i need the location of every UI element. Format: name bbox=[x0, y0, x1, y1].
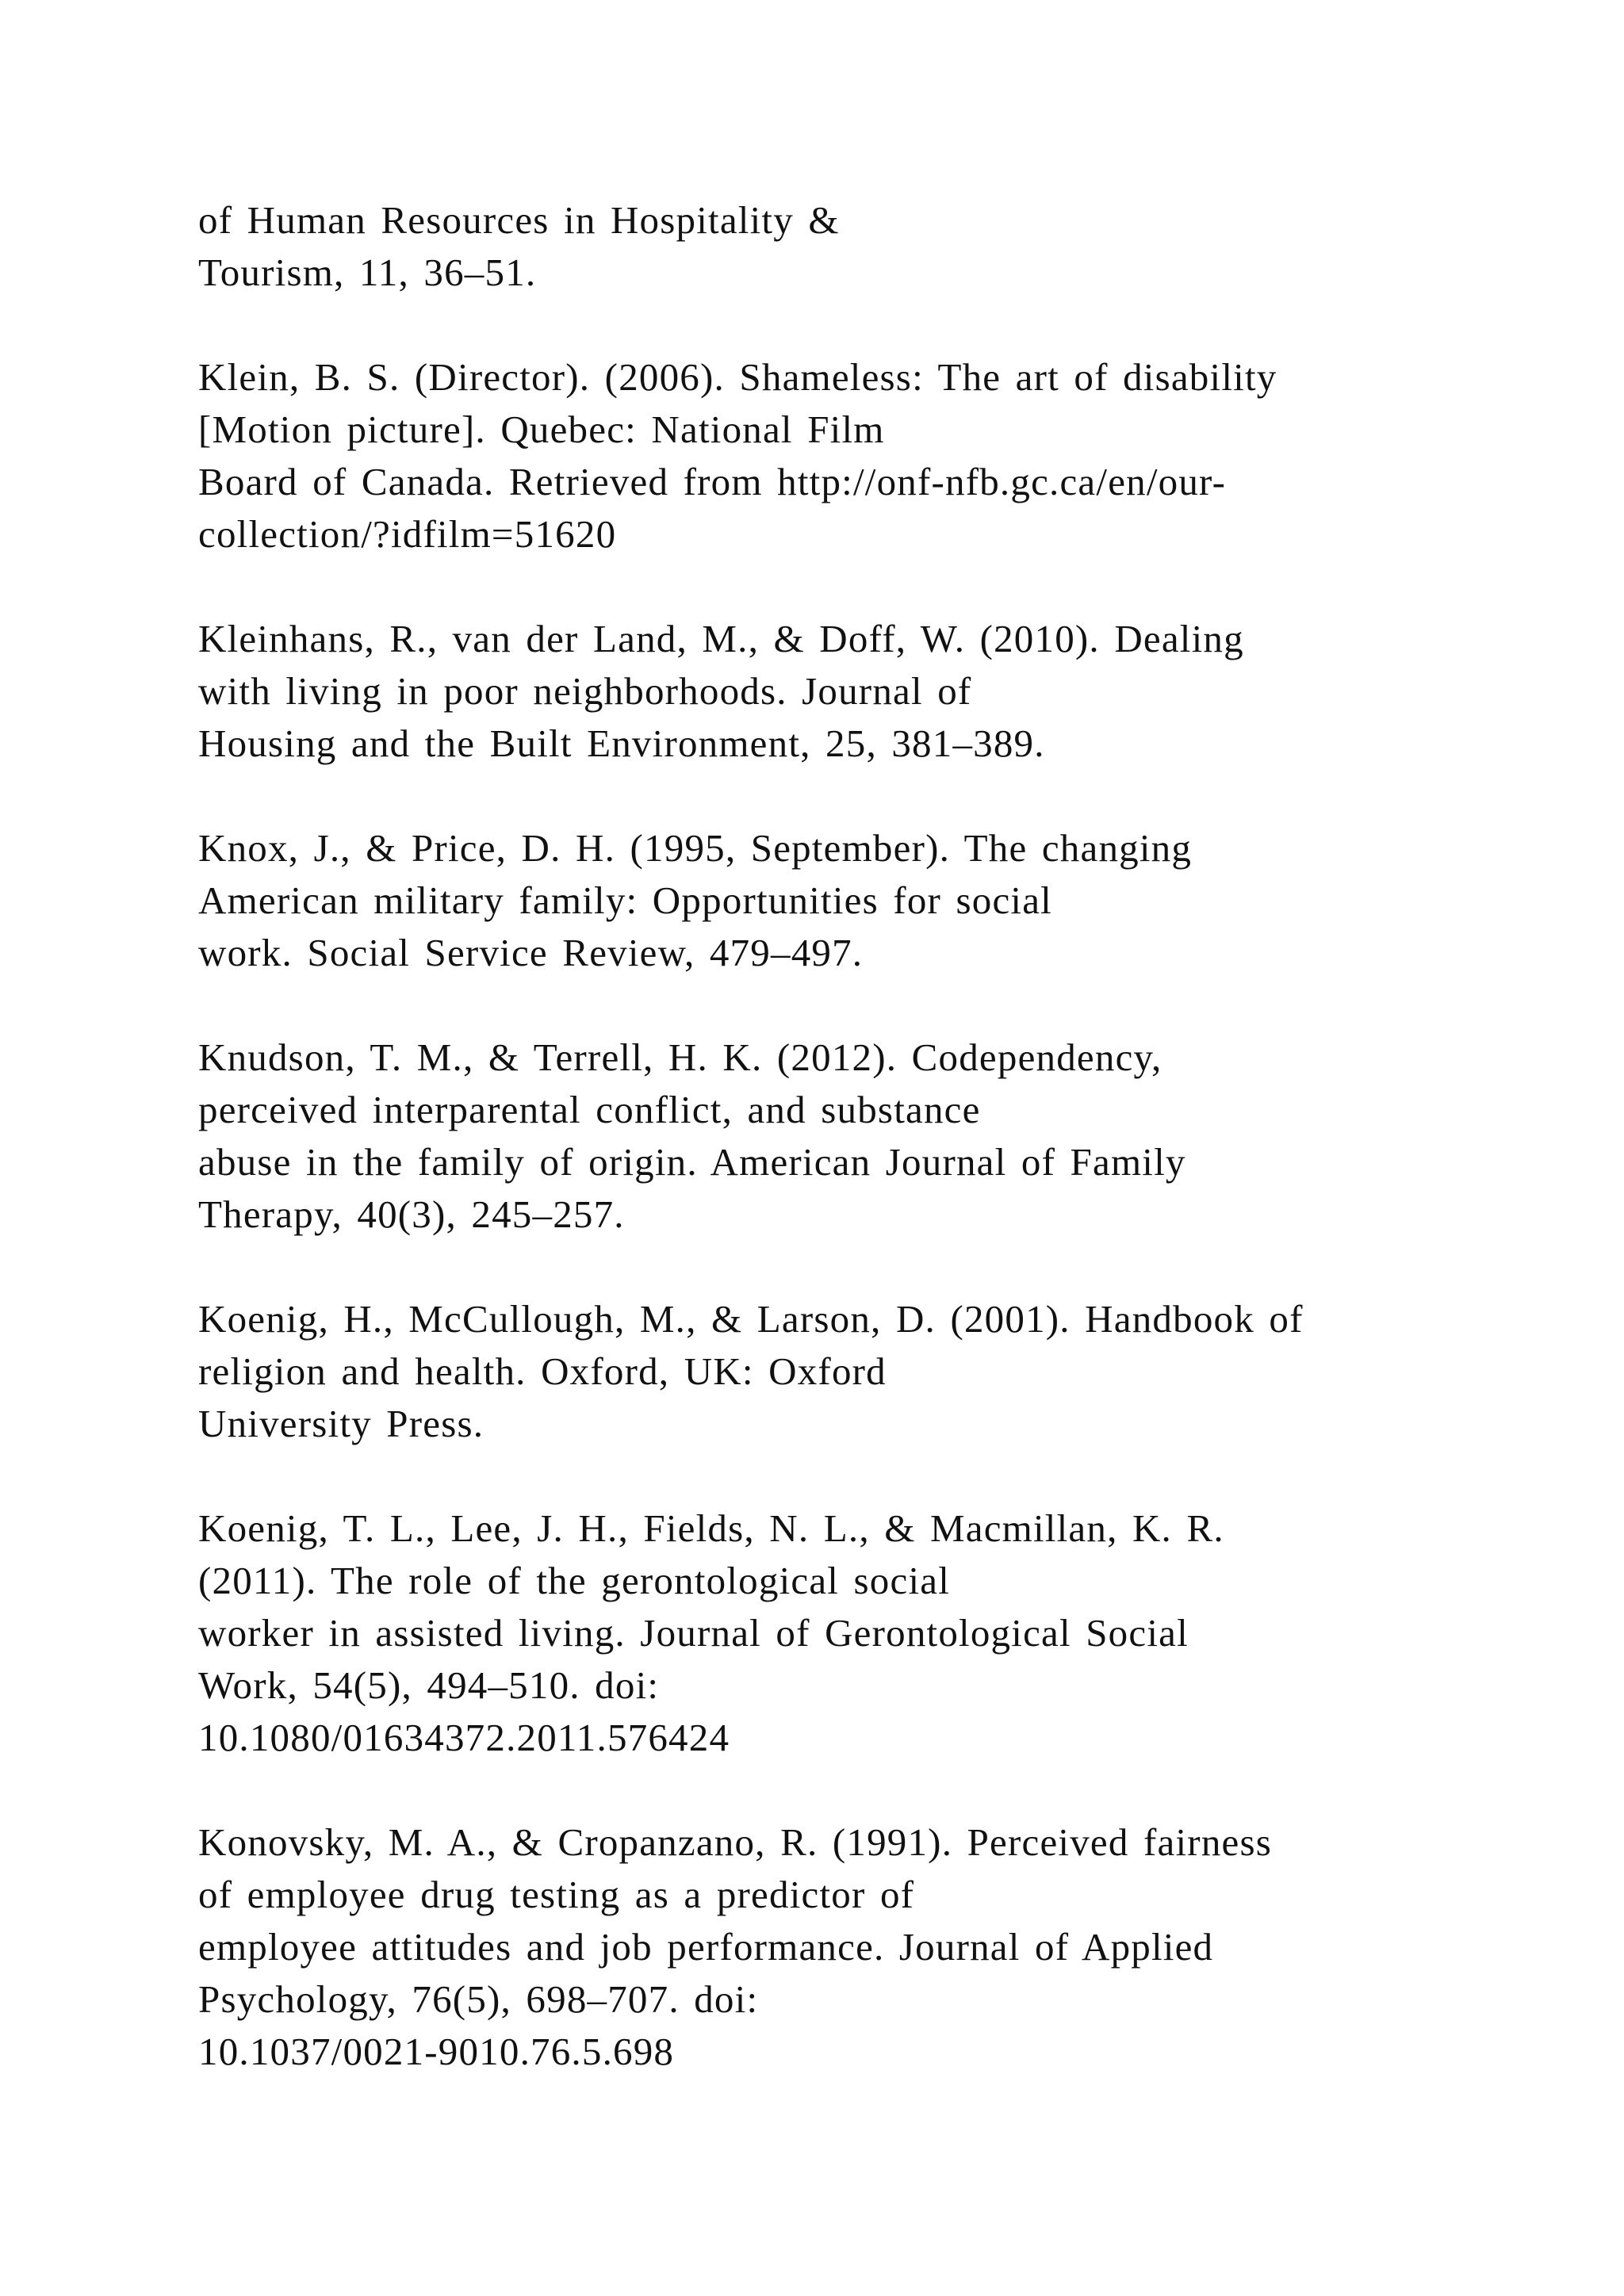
reference-line: perceived interparental conflict, and substance bbox=[198, 1088, 981, 1131]
reference-line: Tourism, 11, 36–51. bbox=[198, 251, 537, 294]
reference-line: employee attitudes and job performance. Journal of Applied bbox=[198, 1925, 1214, 1969]
reference-line: Psychology, 76(5), 698–707. doi: bbox=[198, 1977, 759, 2021]
reference-entry bbox=[198, 822, 1499, 979]
reference-line: Knudson, T. M., & Terrell, H. K. (2012). Codependency, bbox=[198, 1035, 1162, 1079]
reference-entry bbox=[198, 1293, 1499, 1450]
reference-line: of Human Resources in Hospitality & bbox=[198, 198, 840, 242]
reference-line: Kleinhans, R., van der Land, M., & Doff, W. (2010). Dealing bbox=[198, 617, 1244, 660]
reference-line: Housing and the Built Environment, 25, 381–389. bbox=[198, 721, 1045, 765]
reference-line: Koenig, H., McCullough, M., & Larson, D. (2001). Handbook of bbox=[198, 1297, 1304, 1341]
reference-line: of employee drug testing as a predictor of bbox=[198, 1873, 915, 1916]
reference-entry bbox=[198, 1816, 1499, 2078]
reference-line: American military family: Opportunities for social bbox=[198, 878, 1052, 922]
reference-line: (2011). The role of the gerontological social bbox=[198, 1559, 951, 1602]
reference-entry bbox=[198, 613, 1499, 770]
reference-line: Therapy, 40(3), 245–257. bbox=[198, 1192, 625, 1236]
reference-list bbox=[198, 194, 1499, 2130]
reference-line: [Motion picture]. Quebec: National Film bbox=[198, 408, 885, 451]
reference-line: Knox, J., & Price, D. H. (1995, September). The changing bbox=[198, 826, 1193, 870]
reference-line: abuse in the family of origin. American Journal of Family bbox=[198, 1140, 1186, 1184]
reference-line: 10.1037/0021-9010.76.5.698 bbox=[198, 2030, 675, 2073]
reference-line: Work, 54(5), 494–510. doi: bbox=[198, 1663, 660, 1707]
reference-line: Klein, B. S. (Director). (2006). Shameless: The art of disability bbox=[198, 355, 1277, 399]
reference-entry bbox=[198, 1031, 1499, 1241]
reference-line: worker in assisted living. Journal of Gerontological Social bbox=[198, 1611, 1189, 1655]
reference-line: Board of Canada. Retrieved from http://onf-nfb.gc.ca/en/our- bbox=[198, 460, 1227, 503]
reference-line: collection/?idfilm=51620 bbox=[198, 512, 617, 556]
reference-line: religion and health. Oxford, UK: Oxford bbox=[198, 1349, 887, 1393]
reference-entry bbox=[198, 351, 1499, 561]
reference-line: with living in poor neighborhoods. Journal of bbox=[198, 669, 972, 713]
reference-entry bbox=[198, 1502, 1499, 1764]
reference-line: 10.1080/01634372.2011.576424 bbox=[198, 1716, 730, 1759]
reference-line: Konovsky, M. A., & Cropanzano, R. (1991). Perceived fairness bbox=[198, 1820, 1273, 1864]
reference-line: work. Social Service Review, 479–497. bbox=[198, 931, 864, 974]
reference-line: University Press. bbox=[198, 1402, 485, 1445]
reference-line: Koenig, T. L., Lee, J. H., Fields, N. L., & Macmillan, K. R. bbox=[198, 1506, 1224, 1550]
reference-entry bbox=[198, 194, 1499, 299]
